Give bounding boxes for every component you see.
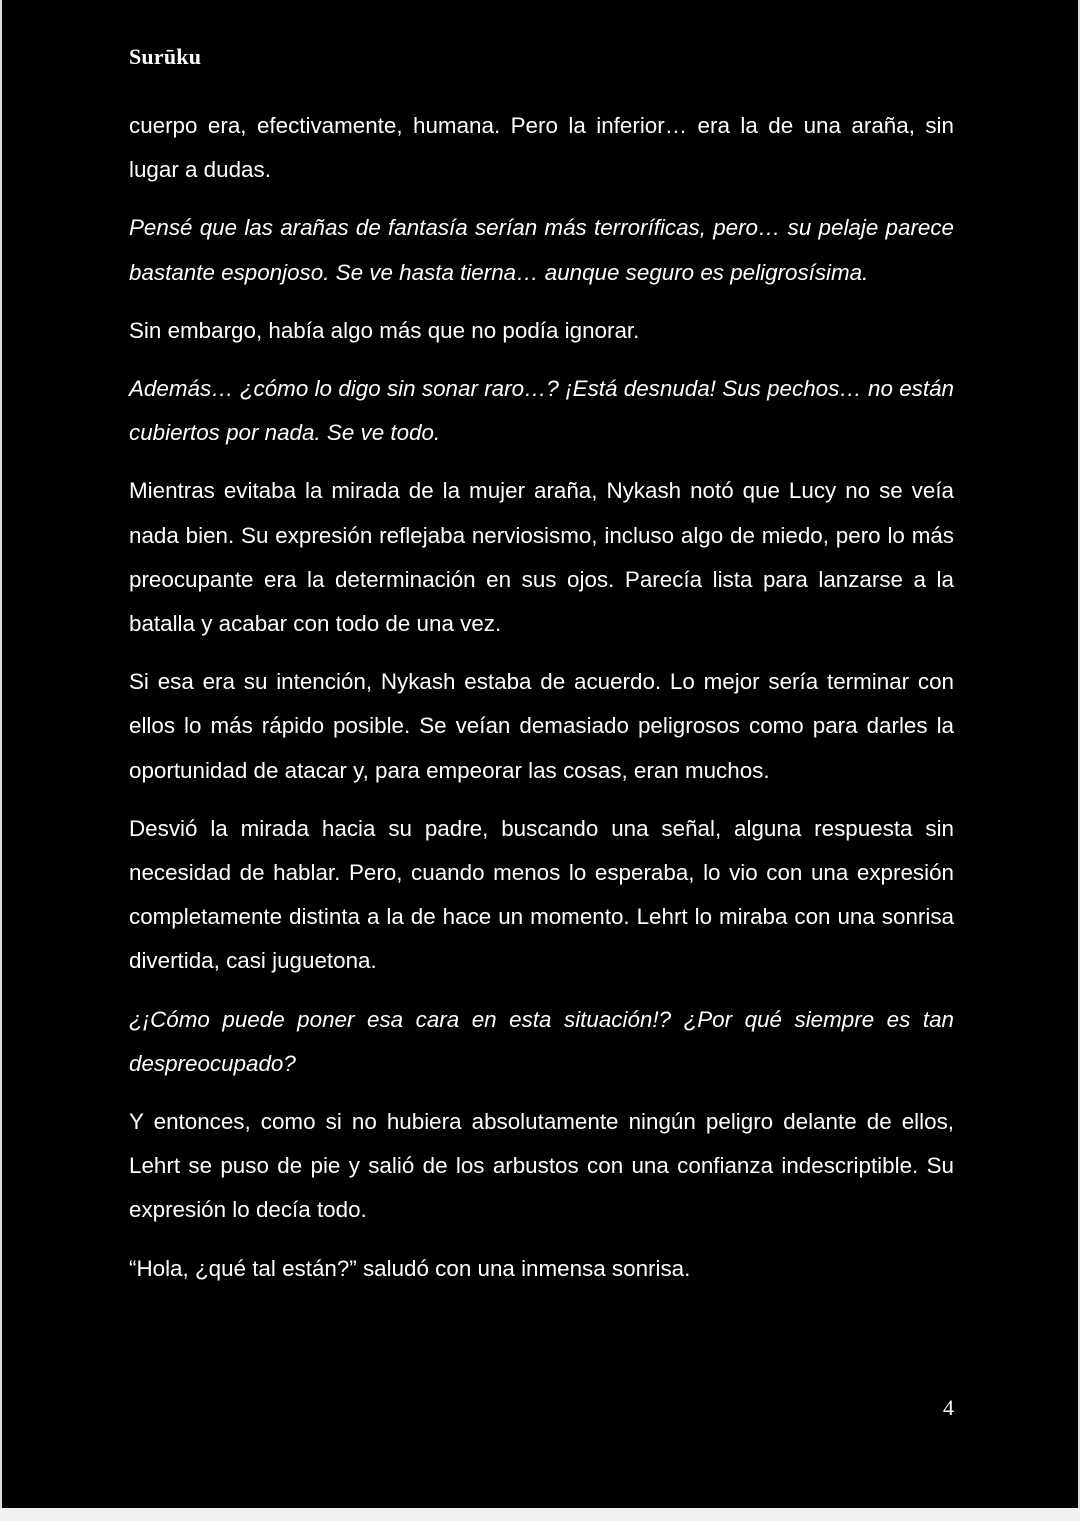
paragraph: Mientras evitaba la mirada de la mujer araña, Nykash notó que Lucy no se veía nada bien. Su expresión reflejaba nerviosismo, incluso algo de miedo, pero lo más preocupante era la determinación en sus ojos. Parecía lista para lanzarse a la batalla y acabar con todo de una vez. (129, 478, 954, 637)
paragraph: Y entonces, como si no hubiera absolutamente ningún peligro delante de ellos, Lehrt se puso de pie y salió de los arbustos con una confianza indescriptible. Su expresión lo decía todo. (129, 1109, 954, 1223)
paragraph: cuerpo era, efectivamente, humana. Pero la inferior… era la de una araña, sin lugar a dudas. (129, 113, 954, 183)
running-header-title: Surūku (129, 44, 202, 69)
paragraph-dialogue: “Hola, ¿qué tal están?” saludó con una inmensa sonrisa. (129, 1255, 691, 1281)
page-body (129, 104, 954, 1305)
paragraph: Desvió la mirada hacia su padre, buscando una señal, alguna respuesta sin necesidad de hablar. Pero, cuando menos lo esperaba, lo vio con una expresión completamente distinta a la de hace un momento. Lehrt lo miraba con una sonrisa divertida, casi juguetona. (129, 815, 954, 974)
paragraph-thought: Pensé que las arañas de fantasía serían más terroríficas, pero… su pelaje parece bastante esponjoso. Se ve hasta tierna… aunque seguro es peligrosísima. (129, 215, 954, 285)
paragraph: Si esa era su intención, Nykash estaba de acuerdo. Lo mejor sería terminar con ellos lo más rápido posible. Se veían demasiado peligrosos como para darles la oportunidad de atacar y, para empeorar las cosas, eran muchos. (129, 669, 954, 783)
document-page (2, 0, 1078, 1508)
paragraph-thought: ¿¡Cómo puede poner esa cara en esta situación!? ¿Por qué siempre es tan despreocupado? (129, 1006, 954, 1076)
viewer-bottom-edge (0, 1508, 1080, 1521)
paragraph: Sin embargo, había algo más que no podía ignorar. (129, 317, 640, 343)
page-number: 4 (943, 1395, 954, 1420)
paragraph-thought: Además… ¿cómo lo digo sin sonar raro…? ¡Está desnuda! Sus pechos… no están cubiertos por nada. Se ve todo. (129, 376, 954, 446)
